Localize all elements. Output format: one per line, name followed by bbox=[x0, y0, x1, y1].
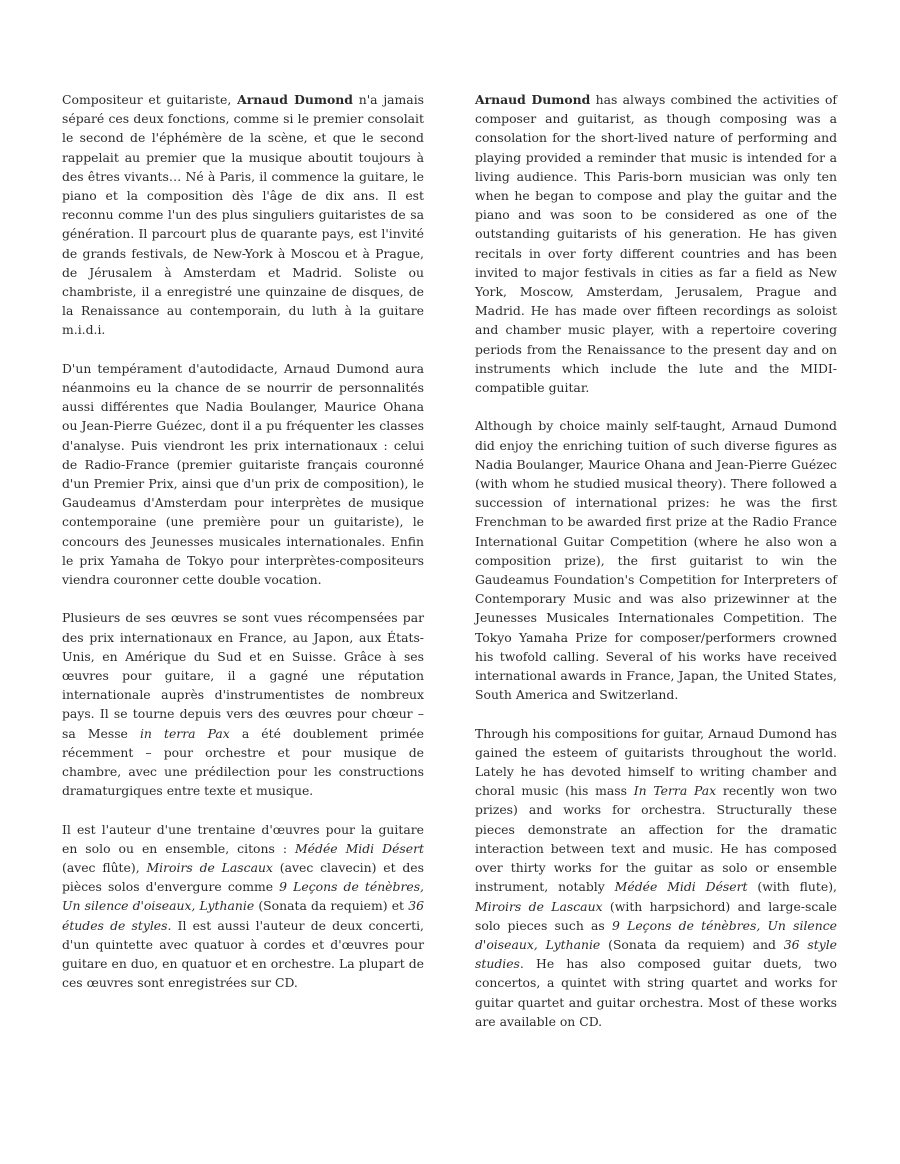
english-column bbox=[475, 90, 837, 1050]
work-title: 36 style studies bbox=[475, 936, 837, 972]
work-title: Médée Midi Désert bbox=[295, 840, 424, 856]
text: n'a jamais séparé ces deux fonctions, comme si le premier consolait le second de l'éphémère de la scène, et que le second rappelait au premier que la musique aboutit toujours à des êtres vivants… Né à Paris, il commence la guitare, le piano et la composition dès l'âge de dix ans. Il est reconnu comme l'un des plus singuliers guitaristes de sa génération. Il parcourt plus de quarante pays, est l'invité de grands festivals, de New-York à Moscou et à Prague, de Jérusalem à Amsterdam et Madrid. Soliste ou chambriste, il a enregistré une quinzaine de disques, de la Renaissance au contemporain, du luth à la guitare m.i.d.i. bbox=[62, 92, 425, 338]
text: (avec flûte), bbox=[62, 860, 147, 876]
text: recently won two prizes) and works for orchestra. Structurally these pieces demonstrate an affection for the dramatic interaction between text and music. He has composed over thirty works for the guitar as solo or ensemble instrument, notably bbox=[475, 783, 838, 895]
text: Through his compositions for guitar, Arnaud Dumond has gained the esteem of guitarists throughout the world. Lately he has devoted himself to writing chamber and choral music (his mass bbox=[475, 725, 837, 799]
text: has always combined the activities of composer and guitarist, as though composing was a consolation for the short-lived nature of performing and playing provided a reminder that music is intended for a living audience. This Paris-born musician was only ten when he began to compose and play the guitar and the piano and was soon to be considered as one of the outstanding guitarists of his generation. He has given recitals in over forty different countries and has been invited to major festivals in cities as far a field as New York, Moscow, Amsterdam, Jerusalem, Prague and Madrid. He has made over fifteen recordings as soloist and chamber music player, with a repertoire covering periods from the Renaissance to the present day and on instruments which include the lute and the MIDI-compatible guitar. bbox=[475, 92, 837, 396]
composer-name: Arnaud Dumond bbox=[475, 92, 591, 107]
text: Plusieurs de ses œuvres se sont vues récompensées par des prix internationaux en France, au Japon, aux États-Unis, en Amérique du Sud et en Suisse. Grâce à ses œuvres pour guitare, il a gagné une réputation internationale auprès d'instrumentistes de nombreux pays. Il se tourne depuis vers des œuvres pour chœur – sa Messe bbox=[62, 610, 424, 741]
text: Compositeur et guitariste, bbox=[62, 92, 238, 107]
work-title: Miroirs de Lascaux bbox=[146, 860, 273, 876]
french-paragraph-3 bbox=[62, 608, 424, 800]
text: (with harpsichord) and large-scale solo pieces such as bbox=[475, 898, 837, 933]
english-paragraph-1 bbox=[475, 90, 837, 397]
work-title: Médée Midi Désert bbox=[614, 879, 748, 895]
work-title: 36 études de styles bbox=[62, 898, 424, 933]
french-paragraph-1 bbox=[62, 90, 424, 340]
french-column bbox=[62, 90, 424, 1012]
french-paragraph-2: D'un tempérament d'autodidacte, Arnaud Dumond aura néanmoins eu la chance de se nourrir de personnalités aussi différentes que Nadia Boulanger, Maurice Ohana ou Jean-Pierre Guézec, dont il a pu fréquenter les classes d'analyse. Puis viendront les prix internationaux : celui de Radio-France (premier guitariste français couronné d'un Premier Prix, ainsi que d'un prix de composition), le Gaudeamus d'Amsterdam pour interprètes de musique contemporaine (une première pour un guitariste), le concours des Jeunesses musicales internationales. Enfin le prix Yamaha de Tokyo pour interprètes-compositeurs viendra couronner cette double vocation. bbox=[62, 360, 424, 588]
composer-name: Arnaud Dumond bbox=[237, 92, 353, 107]
work-title: in terra Pax bbox=[139, 725, 230, 741]
text: (Sonata da requiem) et bbox=[254, 898, 409, 914]
work-title: 9 Leçons de ténèbres, Un silence d'oiseaux, Lythanie bbox=[475, 917, 837, 952]
text: . He has also composed guitar duets, two concertos, a quintet with string quartet and works for guitar quartet and guitar orchestra. Most of these works are available on CD. bbox=[475, 956, 837, 1029]
text: a été doublement primée récemment – pour orchestre et pour musique de chambre, avec une prédilection pour les constructions dramaturgiques entre texte et musique. bbox=[62, 725, 424, 799]
work-title: In Terra Pax bbox=[633, 783, 717, 799]
text: (avec clavecin) et des pièces solos d'envergure comme bbox=[62, 860, 424, 895]
french-paragraph-4 bbox=[62, 820, 424, 993]
work-title: 9 Leçons de ténèbres, Un silence d'oiseaux, Lythanie bbox=[62, 879, 424, 914]
work-title: Miroirs de Lascaux bbox=[475, 898, 603, 914]
text: (with flute), bbox=[747, 879, 837, 895]
text: Il est l'auteur d'une trentaine d'œuvres pour la guitare en solo ou en ensemble, citons : bbox=[62, 821, 424, 856]
text: (Sonata da requiem) and bbox=[600, 936, 784, 952]
english-paragraph-2: Although by choice mainly self-taught, Arnaud Dumond did enjoy the enriching tuition of such diverse figures as Nadia Boulanger, Maurice Ohana and Jean-Pierre Guézec (with whom he studied musical theory). There followed a succession of international prizes: he was the first Frenchman to be awarded first prize at the Radio France International Guitar Competition (where he also won a composition prize), the first guitarist to win the Gaudeamus Foundation's Competition for Interpreters of Contemporary Music and was also prizewinner at the Jeunesses Musicales Internationales Competition. The Tokyo Yamaha Prize for composer/performers crowned his twofold calling. Several of his works have received international awards in France, Japan, the United States, South America and Switzerland. bbox=[475, 418, 837, 703]
text: . Il est aussi l'auteur de deux concerti, d'un quintette avec quatuor à cordes et d'œuvres pour guitare en duo, en quatuor et en orchestre. La plupart de ces œuvres sont enregistrées sur CD. bbox=[62, 917, 424, 991]
english-paragraph-3 bbox=[475, 724, 837, 1031]
